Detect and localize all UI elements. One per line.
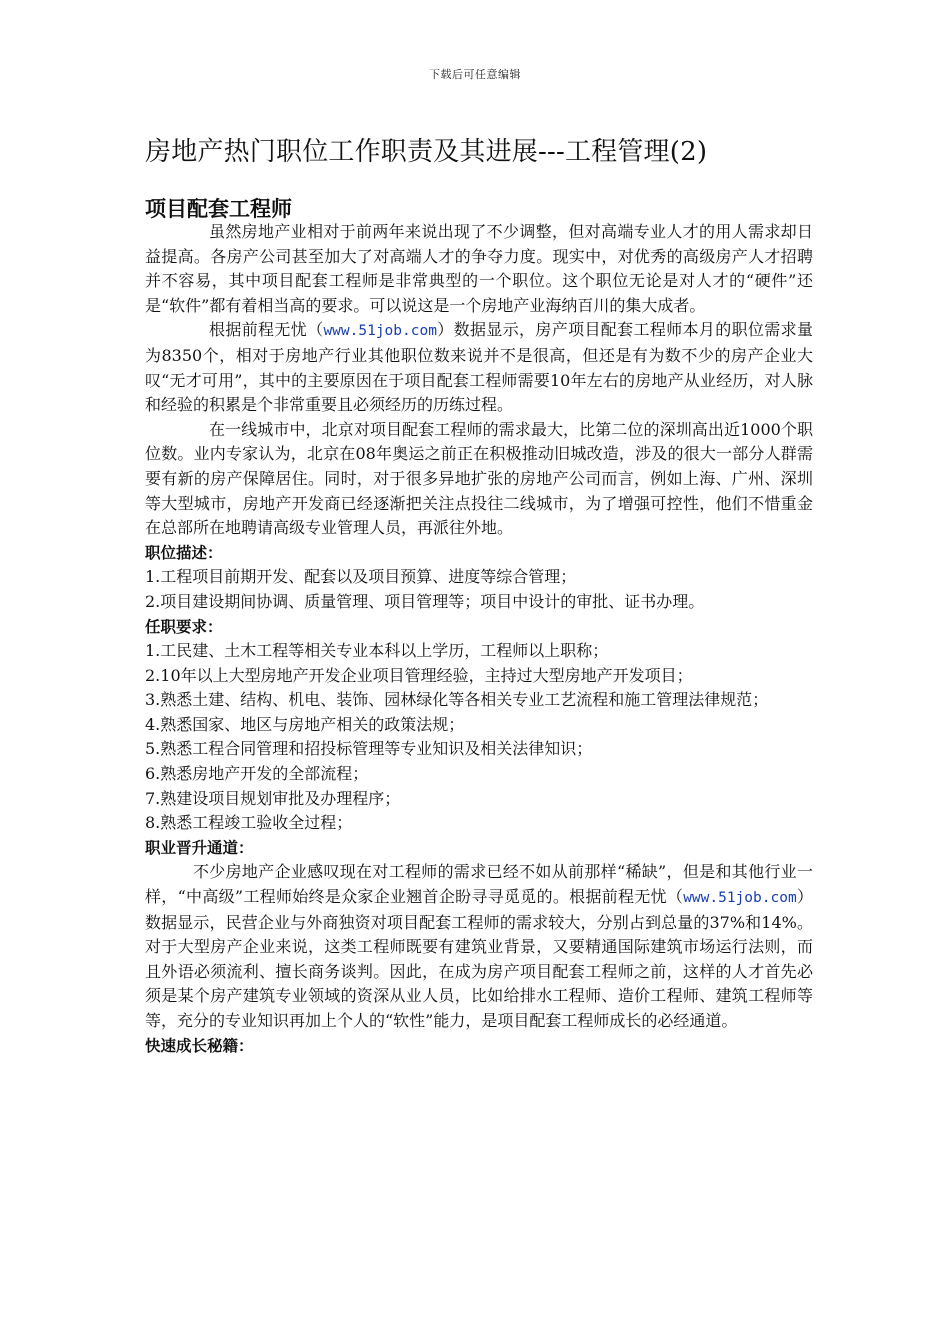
intro-paragraph-2 — [145, 318, 813, 417]
header-note: 下载后可任意编辑 — [429, 68, 521, 81]
job-description-item: 2.项目建设期间协调、质量管理、项目管理等；项目中设计的审批、证书办理。 — [145, 591, 705, 611]
document-title: 房地产热门职位工作职责及其进展---工程管理(2) — [145, 137, 708, 167]
job-site-link[interactable]: www.51job.com — [323, 323, 437, 340]
intro-paragraph-3: 在一线城市中，北京对项目配套工程师的需求最大，比第二位的深圳高出近1000个职位数。业内专家认为，北京在08年奥运之前正在积极推动旧城改造，涉及的很大一部分人群需要有新的房产保障居住。同时，对于很多异地扩张的房地产公司而言，例如上海、广州、深圳等大型城市，房地产开发商已经逐渐把关注点投往二线城市，为了增强可控性，他们不惜重金在总部所在地聘请高级专业管理人员，再派往外地。 — [145, 419, 813, 538]
requirement-item: 4.熟悉国家、地区与房地产相关的政策法规； — [145, 714, 465, 734]
intro-paragraph-2-end: ）数据显示，房产项目配套工程师本月的职位需求量为8350个，相对于房地产行业其他职位数来说并不是很高，但还是有为数不少的房产企业大叹“无才可用”，其中的主要原因在于项目配套工程师需要10年左右的房地产从业经历，对人脉和经验的积累是个非常重要且必须经历的历练过程。 — [145, 320, 813, 415]
intro-paragraph-1: 虽然房地产业相对于前两年来说出现了不少调整，但对高端专业人才的用人需求却日益提高。各房产公司甚至加大了对高端人才的争夺力度。现实中，对优秀的高级房产人才招聘并不容易，其中项目配套工程师是非常典型的一个职位。这个职位无论是对人才的“硬件”还是“软件”都有着相当高的要求。可以说这是一个房地产业海纳百川的集大成者。 — [145, 222, 813, 315]
intro-paragraph-2-start: 根据前程无忧（ — [209, 320, 324, 340]
requirement-item: 3.熟悉土建、结构、机电、装饰、园林绿化等各相关专业工艺流程和施工管理法律规范； — [145, 690, 769, 710]
section-title: 项目配套工程师 — [145, 196, 292, 221]
document-body — [145, 220, 813, 1058]
requirement-item: 2.10年以上大型房地产开发企业项目管理经验，主持过大型房地产开发项目； — [145, 665, 693, 685]
career-path-text-end: ）数据显示，民营企业与外商独资对项目配套工程师的需求较大，分别占到总量的37%和14%。对于大型房产企业来说，这类工程师既要有建筑业背景，又要精通国际建筑市场运行法则，而且外语必须流利、擅长商务谈判。因此，在成为房产项目配套工程师之前，这样的人才首先必须是某个房产建筑专业领域的资深从业人员，比如给排水工程师、造价工程师、建筑工程师等等，充分的专业知识再加上个人的“软性”能力，是项目配套工程师成长的必经通道。 — [145, 887, 813, 1030]
growth-tips-label: 快速成长秘籍： — [145, 1036, 254, 1055]
requirements-label: 任职要求： — [145, 617, 223, 636]
job-description-item: 1.工程项目前期开发、配套以及项目预算、进度等综合管理； — [145, 567, 577, 587]
requirement-item: 8.熟悉工程竣工验收全过程； — [145, 813, 353, 833]
job-site-link[interactable]: www.51job.com — [683, 890, 797, 907]
requirement-item: 1.工民建、土木工程等相关专业本科以上学历，工程师以上职称； — [145, 641, 609, 661]
career-path-paragraph — [145, 860, 813, 1033]
job-description-label: 职位描述： — [145, 543, 223, 562]
career-path-text-start: 不少房地产企业感叹现在对工程师的需求已经不如从前那样“稀缺”，但是和其他行业一样，“中高级”工程师始终是众家企业翘首企盼寻寻觅觅的。根据前程无忧（ — [145, 862, 813, 907]
requirement-item: 5.熟悉工程合同管理和招投标管理等专业知识及相关法律知识； — [145, 739, 593, 759]
career-path-label: 职业晋升通道： — [145, 838, 254, 857]
requirement-item: 7.熟建设项目规划审批及办理程序； — [145, 788, 401, 808]
requirement-item: 6.熟悉房地产开发的全部流程； — [145, 764, 369, 784]
